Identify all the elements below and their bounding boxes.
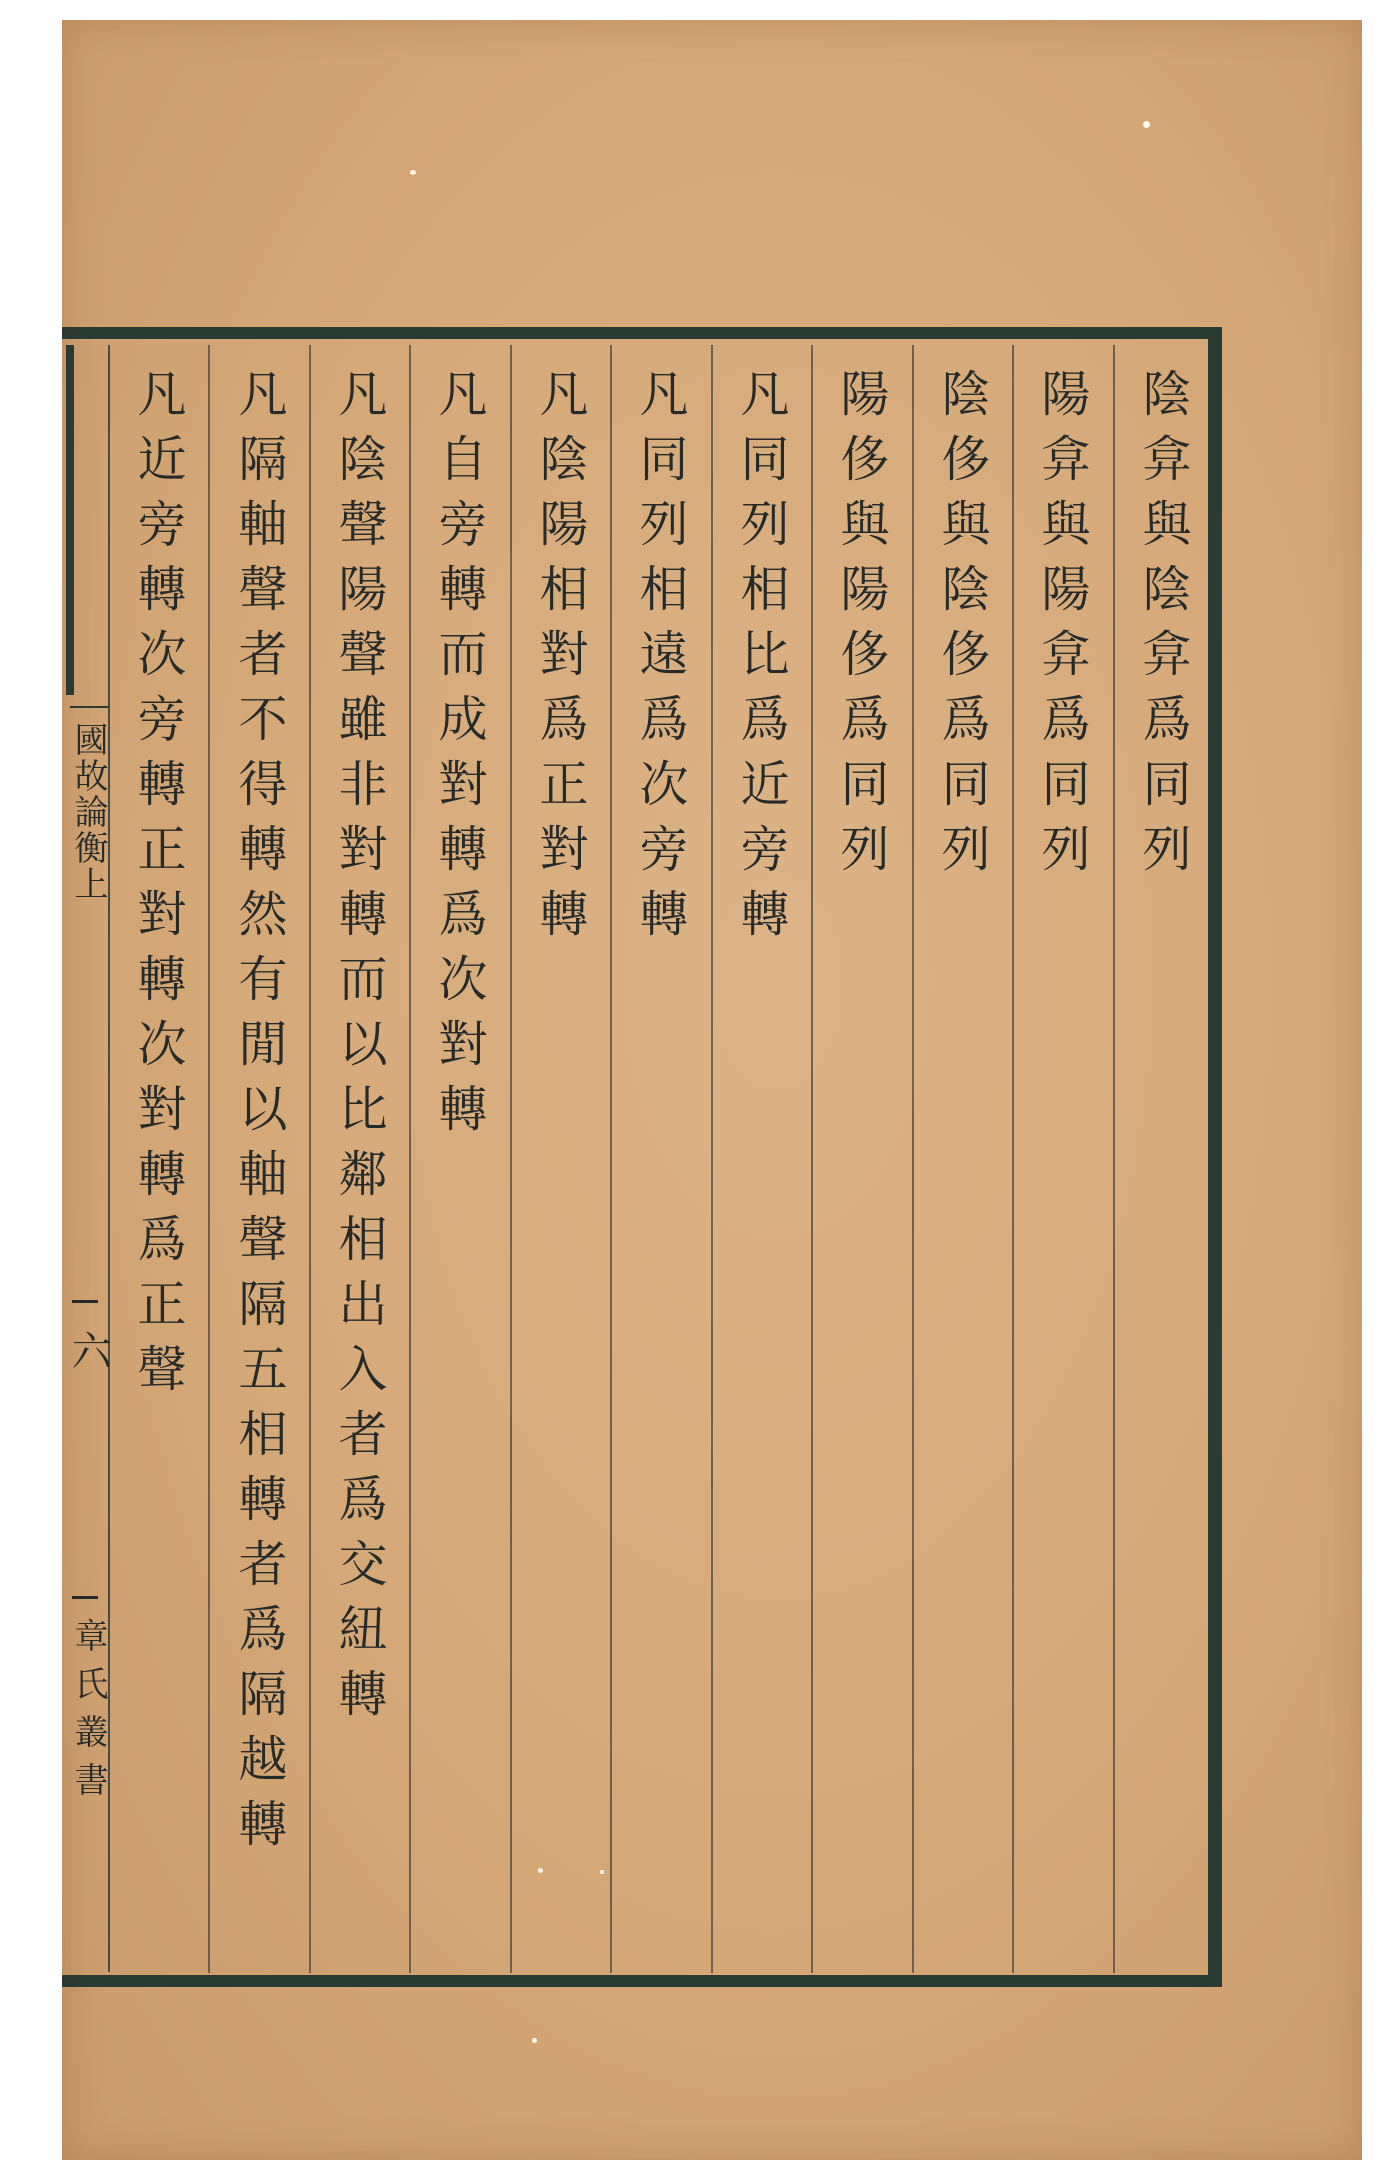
paper-speck bbox=[532, 2038, 537, 2043]
text-column-6: 凡同列相遠爲次旁轉 bbox=[632, 368, 689, 953]
column-rule bbox=[912, 345, 914, 1973]
paper-speck bbox=[1143, 121, 1150, 128]
margin-book-title: 國故論衡上 bbox=[68, 722, 108, 902]
text-column-1: 陰弇與陰弇爲同列 bbox=[1135, 368, 1192, 888]
text-column-3: 陰侈與陰侈爲同列 bbox=[934, 368, 991, 888]
column-rule bbox=[309, 345, 311, 1973]
page-number: 六 bbox=[65, 1330, 111, 1370]
column-rule bbox=[610, 345, 612, 1973]
text-column-2: 陽弇與陽弇爲同列 bbox=[1034, 368, 1091, 888]
fishtail-line bbox=[70, 706, 108, 708]
margin-dash bbox=[72, 1596, 98, 1599]
margin-dash bbox=[72, 1300, 98, 1303]
text-column-10: 凡隔軸聲者不得轉然有閒以軸聲隔五相轉者爲隔越轉 bbox=[231, 368, 288, 1863]
text-column-5: 凡同列相比爲近旁轉 bbox=[733, 368, 790, 953]
column-rule bbox=[510, 345, 512, 1973]
fishtail-mark bbox=[66, 345, 74, 695]
text-column-11: 凡近旁轉次旁轉正對轉次對轉爲正聲 bbox=[130, 368, 187, 1408]
column-rule bbox=[208, 345, 210, 1973]
column-rule bbox=[1012, 345, 1014, 1973]
paper-speck bbox=[410, 170, 416, 175]
series-imprint: 章氏叢書 bbox=[68, 1618, 108, 1810]
text-column-9: 凡陰聲陽聲雖非對轉而以比鄰相出入者爲交紐轉 bbox=[331, 368, 388, 1733]
column-rule bbox=[711, 345, 713, 1973]
text-column-4: 陽侈與陽侈爲同列 bbox=[833, 368, 890, 888]
column-rule bbox=[1113, 345, 1115, 1973]
text-column-7: 凡陰陽相對爲正對轉 bbox=[532, 368, 589, 953]
column-rule bbox=[811, 345, 813, 1973]
text-column-8: 凡自旁轉而成對轉爲次對轉 bbox=[431, 368, 488, 1148]
column-rule bbox=[409, 345, 411, 1973]
